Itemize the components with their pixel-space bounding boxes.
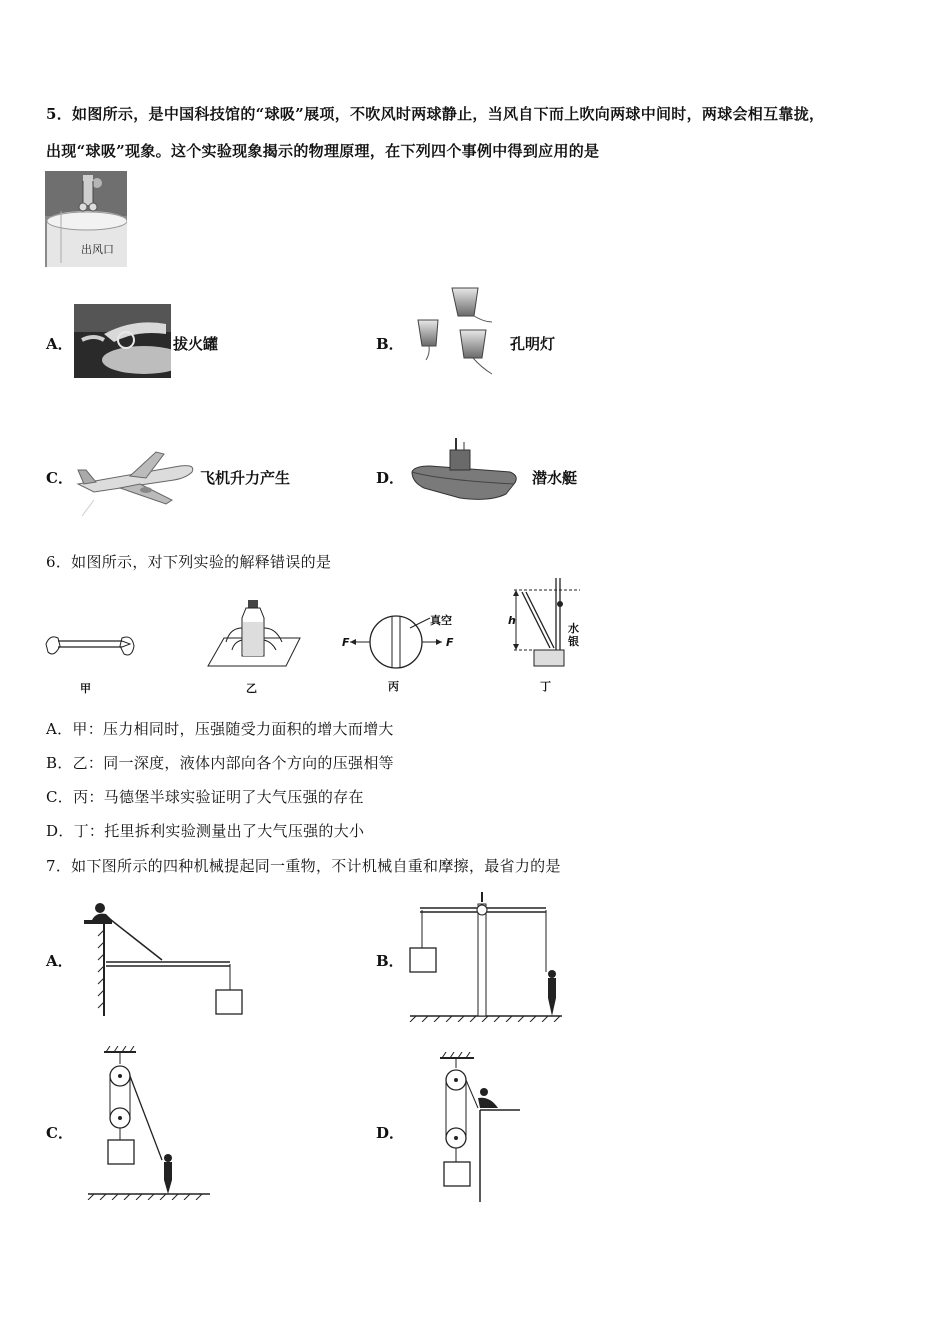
q6-stem: 6．如图所示，对下列实验的解释错误的是 [46,553,332,571]
wall-lever-figure [84,896,248,1020]
q5-stem-line1: 5．如图所示，是中国科技馆的“球吸”展项，不吹风时两球静止，当风自下而上吹向两球中间时，两球会相互靠拢， [46,105,825,123]
vacuum-label: 真空 [430,614,452,627]
pulley-pull-down-figure [86,1046,216,1200]
q5-option-c-letter: C． [46,469,73,487]
sky-lanterns-image [412,282,502,380]
q5-option-b-caption: 孔明灯 [510,335,556,353]
fig-label-ding: 丁 [540,680,551,693]
fig-label-yi: 乙 [246,682,257,695]
mercury-label-1: 水 [568,622,579,635]
q6-option-a: A．甲：压力相同时，压强随受力面积的增大而增大 [46,720,394,738]
air-outlet-label: 出风口 [81,243,114,256]
q7-option-d-letter: D． [376,1124,405,1142]
airplane-image [74,444,198,520]
q5-option-b-letter: B． [376,335,404,353]
q7-option-a-letter: A． [46,952,73,970]
q7-option-c-letter: C． [46,1124,73,1142]
q5-option-a-caption: 拔火罐 [173,335,219,353]
q5-option-a-letter: A． [46,335,73,353]
q6-option-d: D．丁：托里拆利实验测量出了大气压强的大小 [46,822,365,840]
pulley-ledge-figure [434,1052,524,1202]
magdeburg-figure [342,608,462,693]
ball-suction-photo [45,171,127,267]
water-bottle-figure [206,598,304,695]
torricelli-figure [502,576,582,693]
mercury-label-2: 银 [568,635,579,648]
q5-option-d-letter: D． [376,469,405,487]
force-left-label: F [342,636,350,649]
fig-label-jia: 甲 [80,682,91,695]
q6-option-b: B．乙：同一深度，液体内部向各个方向的压强相等 [46,754,394,772]
fig-label-bing: 丙 [388,680,399,693]
q6-option-c: C．丙：马德堡半球实验证明了大气压强的存在 [46,788,364,806]
height-h-label: h [508,614,516,627]
pencil-pressed-figure [44,624,136,695]
cupping-photo [74,304,171,378]
submarine-image [410,436,522,512]
equal-arm-lever-figure [406,888,566,1022]
q5-option-c-caption: 飞机升力产生 [200,469,291,487]
q7-stem: 7．如下图所示的四种机械提起同一重物，不计机械自重和摩擦，最省力的是 [46,857,561,875]
q5-stem-line2: 出现“球吸”现象。这个实验现象揭示的物理原理，在下列四个事例中得到应用的是 [46,142,600,160]
force-right-label: F [446,636,454,649]
q7-option-b-letter: B． [376,952,404,970]
q5-option-d-caption: 潜水艇 [532,469,578,487]
